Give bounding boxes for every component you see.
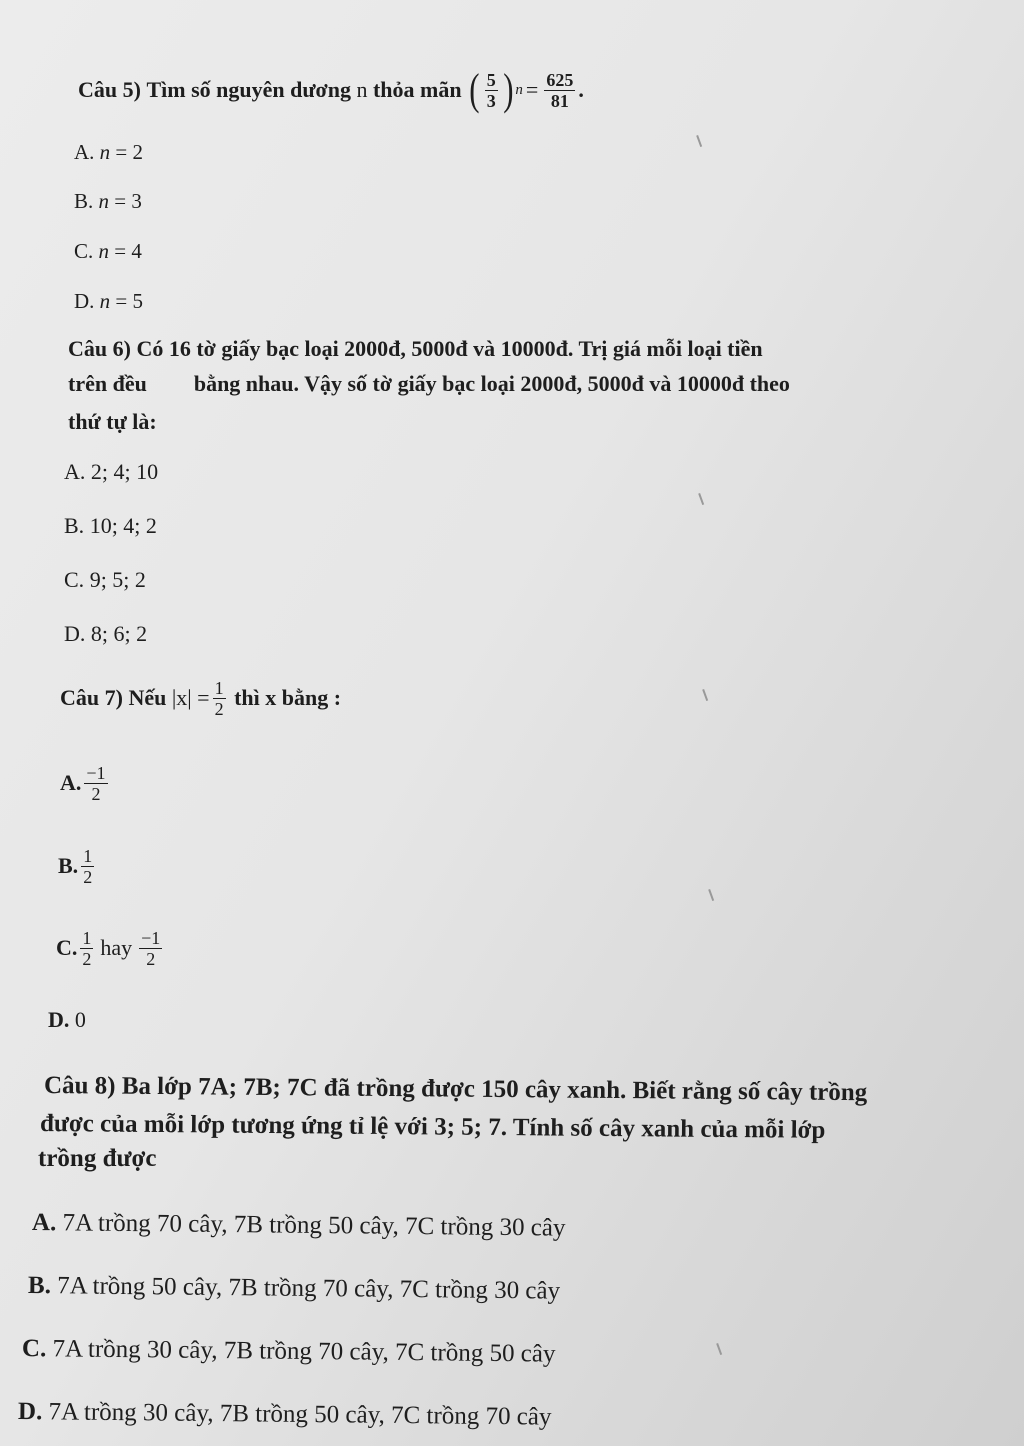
q5-option-c-letter: C. (74, 239, 94, 263)
q5-option-b-var: n (98, 189, 110, 213)
question-5-stem (78, 60, 584, 120)
q5-end: . (578, 77, 584, 102)
q8-option-c-text: 7A trồng 30 cây, 7B trồng 70 cây, 7C trồng 50 cây (52, 1335, 556, 1368)
q7-option-b-letter: B. (58, 853, 79, 878)
q5-option-b[interactable] (74, 187, 142, 215)
q7-option-c-fraction-2 (139, 928, 162, 969)
q5-label: Câu 5) (78, 77, 141, 102)
pencil-mark (696, 133, 708, 147)
q5-equals: = (525, 77, 539, 102)
q7-abs-x: |x| = (171, 685, 210, 710)
pencil-mark (708, 887, 720, 901)
q5-option-d-value: = 5 (115, 289, 144, 313)
pencil-mark (716, 1341, 728, 1355)
q5-option-a-value: = 2 (115, 140, 144, 164)
q5-option-c-value: = 4 (114, 239, 142, 263)
q5-var: n (356, 77, 368, 102)
q8-option-c-letter: C. (21, 1335, 47, 1363)
q6-option-b[interactable] (64, 512, 157, 540)
q7-stem (60, 670, 341, 726)
q5-option-d-var: n (99, 289, 111, 313)
q8-stem-line-3: trồng được (38, 1145, 157, 1172)
q7-option-b-num: 1 (83, 845, 93, 866)
q7-option-c[interactable] (56, 920, 165, 976)
q5-option-b-letter: B. (74, 189, 94, 213)
q6-option-c-text: 9; 5; 2 (89, 567, 146, 592)
q5-base-fraction (485, 70, 498, 111)
q7-option-d[interactable] (48, 1006, 86, 1034)
q7-option-a-fraction (84, 763, 107, 804)
q7-option-d-letter: D. (48, 1007, 70, 1032)
q7-rhs-den: 2 (214, 698, 224, 719)
q6-option-c[interactable] (64, 566, 146, 594)
q5-base-num: 5 (486, 69, 496, 90)
q5-option-b-value: = 3 (114, 189, 142, 213)
q6-option-b-letter: B. (64, 513, 85, 538)
q6-option-a[interactable] (64, 458, 158, 486)
q5-paren-close: ) (502, 65, 514, 114)
q5-rhs-den: 81 (550, 90, 569, 111)
q8-option-b-text: 7A trồng 50 cây, 7B trồng 70 cây, 7C trồng 30 cây (57, 1272, 561, 1305)
q6-option-c-letter: C. (64, 567, 85, 592)
pencil-mark (702, 687, 714, 701)
q6-option-d-text: 8; 6; 2 (90, 621, 148, 646)
q5-option-a-letter: A. (74, 140, 95, 164)
q7-option-c-hay: hay (100, 935, 133, 960)
q6-stem-line-2b: bằng nhau. Vậy số tờ giấy bạc loại 2000đ, 5000đ và 10000đ theo (193, 371, 790, 396)
q7-option-b-fraction (81, 846, 94, 887)
q6-option-d[interactable] (64, 620, 147, 648)
q5-base-den: 3 (486, 90, 496, 111)
q7-option-d-text: 0 (74, 1007, 86, 1032)
q7-option-a[interactable] (60, 755, 111, 811)
q5-text2: thỏa mãn (372, 77, 462, 102)
q8-stem-line-2: được của mỗi lớp tương ứng tỉ lệ với 3; 5; 7. Tính số cây xanh của mỗi lớp (39, 1110, 826, 1144)
q7-option-c-den-1: 2 (82, 948, 92, 969)
q7-option-c-fraction-1 (80, 928, 93, 969)
q8-option-a[interactable] (32, 1207, 566, 1245)
q7-option-c-num-2: −1 (141, 927, 161, 948)
q7-option-c-den-2: 2 (146, 948, 156, 969)
q7-option-c-num-1: 1 (82, 927, 92, 948)
q5-paren-open: ( (469, 65, 480, 114)
q5-exponent: n (515, 82, 523, 98)
q7-option-a-letter: A. (60, 770, 82, 795)
q6-stem-line-3: thứ tự là: (68, 409, 157, 434)
q5-option-a-var: n (99, 140, 111, 164)
q6-option-d-letter: D. (64, 621, 86, 646)
q5-option-c-var: n (98, 239, 110, 263)
q7-rhs-fraction (213, 678, 226, 719)
q7-label: Câu 7) Nếu (60, 685, 167, 710)
q7-rhs-num: 1 (214, 677, 224, 698)
q8-option-d[interactable] (18, 1396, 552, 1434)
q7-option-c-letter: C. (56, 935, 78, 960)
q8-option-d-letter: D. (17, 1398, 43, 1426)
q6-option-b-text: 10; 4; 2 (89, 513, 157, 538)
q8-option-b[interactable] (28, 1270, 560, 1308)
q6-stem-line-2a: trên đều (68, 371, 147, 396)
q5-option-a[interactable] (74, 138, 143, 166)
q5-option-d[interactable] (74, 287, 143, 315)
q6-stem-line-2 (68, 370, 790, 398)
q8-option-d-text: 7A trồng 30 cây, 7B trồng 50 cây, 7C trồng 70 cây (48, 1398, 552, 1431)
pencil-mark (698, 491, 710, 505)
q5-option-d-letter: D. (74, 289, 95, 313)
q8-option-b-letter: B. (27, 1272, 52, 1300)
q5-rhs-num: 625 (546, 69, 574, 90)
q5-option-c[interactable] (74, 237, 142, 265)
q6-option-a-text: 2; 4; 10 (90, 459, 159, 484)
q7-option-a-den: 2 (91, 783, 101, 804)
q7-option-a-num: −1 (86, 762, 106, 783)
q8-option-a-letter: A. (31, 1209, 57, 1237)
q6-stem-line-1: Câu 6) Có 16 tờ giấy bạc loại 2000đ, 5000đ và 10000đ. Trị giá mỗi loại tiền (68, 336, 763, 361)
q7-option-b-den: 2 (83, 866, 93, 887)
q7-option-b[interactable] (58, 838, 97, 894)
q6-option-a-letter: A. (64, 459, 86, 484)
q5-rhs-fraction (544, 70, 575, 111)
q8-option-c[interactable] (22, 1333, 556, 1371)
q7-tail: thì x bằng : (234, 685, 342, 710)
q8-option-a-text: 7A trồng 70 cây, 7B trồng 50 cây, 7C trồng 30 cây (62, 1209, 566, 1242)
q8-stem-line-1: Câu 8) Ba lớp 7A; 7B; 7C đã trồng được 150 cây xanh. Biết rằng số cây trồng (43, 1072, 868, 1107)
q5-text: Tìm số nguyên dương (146, 77, 351, 102)
